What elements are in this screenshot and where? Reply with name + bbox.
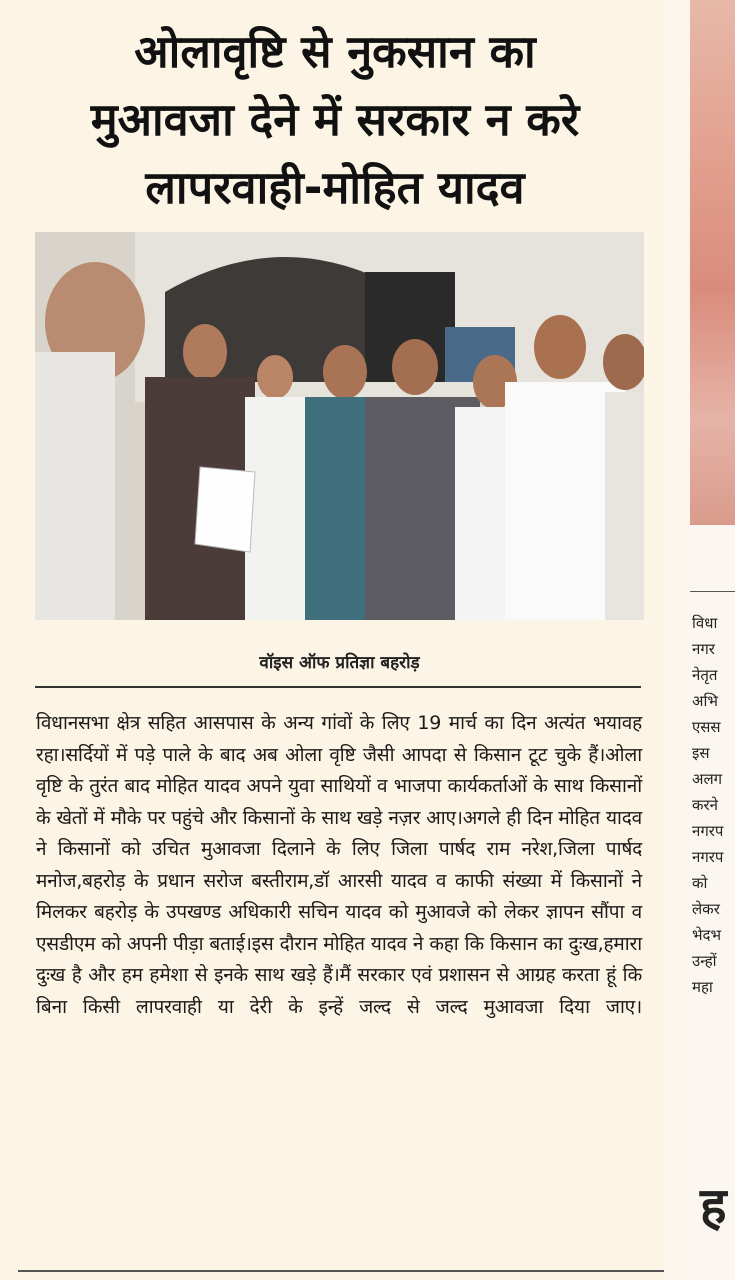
adjacent-line: महा — [692, 978, 713, 996]
adjacent-line: अलग — [692, 770, 723, 788]
adjacent-line: नगरप — [692, 848, 724, 866]
adjacent-line: इस — [692, 744, 710, 762]
adjacent-line: अभि — [692, 692, 718, 710]
headline-line-2: मुआवजा देने में सरकार न करे — [90, 93, 580, 146]
adjacent-line: नेतृत — [692, 666, 718, 684]
bottom-divider — [18, 1270, 664, 1272]
byline-divider — [35, 686, 641, 688]
adjacent-line: लेकर — [692, 900, 720, 918]
adjacent-photo — [690, 0, 735, 525]
headline-line-1: ओलावृष्टि से नुकसान का — [134, 25, 536, 78]
column-gutter — [664, 0, 690, 1280]
adjacent-line: विधा — [692, 614, 718, 632]
adjacent-divider — [690, 591, 735, 592]
adjacent-line: एसस — [692, 718, 721, 736]
byline: वॉइस ऑफ प्रतिज्ञा बहरोड़ — [259, 653, 420, 673]
adjacent-line: नगर — [692, 640, 715, 658]
adjacent-line: उन्हों — [692, 952, 717, 970]
adjacent-article-column — [690, 0, 735, 1280]
adjacent-line: को — [692, 874, 708, 892]
headline-line-3: लापरवाही-मोहित यादव — [145, 161, 525, 214]
news-photo-illustration — [35, 232, 644, 620]
adjacent-line: नगरप — [692, 822, 724, 840]
article-body: विधानसभा क्षेत्र सहित आसपास के अन्य गांवों के लिए 19 मार्च का दिन अत्यंत भयावह रहा।सर्दियों में पड़े पाले के बाद अब ओला वृष्टि जैसी आपदा से किसान टूट चुके हैं।ओला वृष्टि के तुरंत बाद मोहित यादव अपने युवा साथियों व भाजपा कार्यकर्ताओं के साथ किसानों के खेतों में मौके पर पहुंचे और किसानों के साथ खड़े नज़र आए।अगले ही दिन मोहित यादव ने किसानों को उचित मुआवजा दिलाने के लिए जिला पार्षद राम नरेश,जिला पार्षद मनोज,बहरोड़ के प्रधान सरोज बस्तीराम,डॉ आरसी यादव व काफी संख्या में किसानों ने मिलकर बहरोड़ के उपखण्ड अधिकारी सचिन यादव को मुआवजे को लेकर ज्ञापन सौंपा व एसडीएम को अपनी पीड़ा बताई।इस दौरान मोहित यादव ने कहा कि किसान का दुःख,हमारा दुःख है और हम हमेशा से इनके साथ खड़े हैं।मैं सरकार एवं प्रशासन से आग्रह करता हूं कि बिना किसी लापरवाही या देरी के इन्हें जल्द से जल्द मुआवजा दिया जाए। — [36, 712, 642, 1018]
adjacent-line: भेदभ — [692, 926, 722, 944]
news-photo — [35, 232, 644, 620]
adjacent-line: करने — [692, 796, 718, 814]
adjacent-big-heading: ह — [700, 1177, 727, 1235]
headline — [20, 18, 650, 222]
adjacent-text — [692, 610, 735, 1000]
